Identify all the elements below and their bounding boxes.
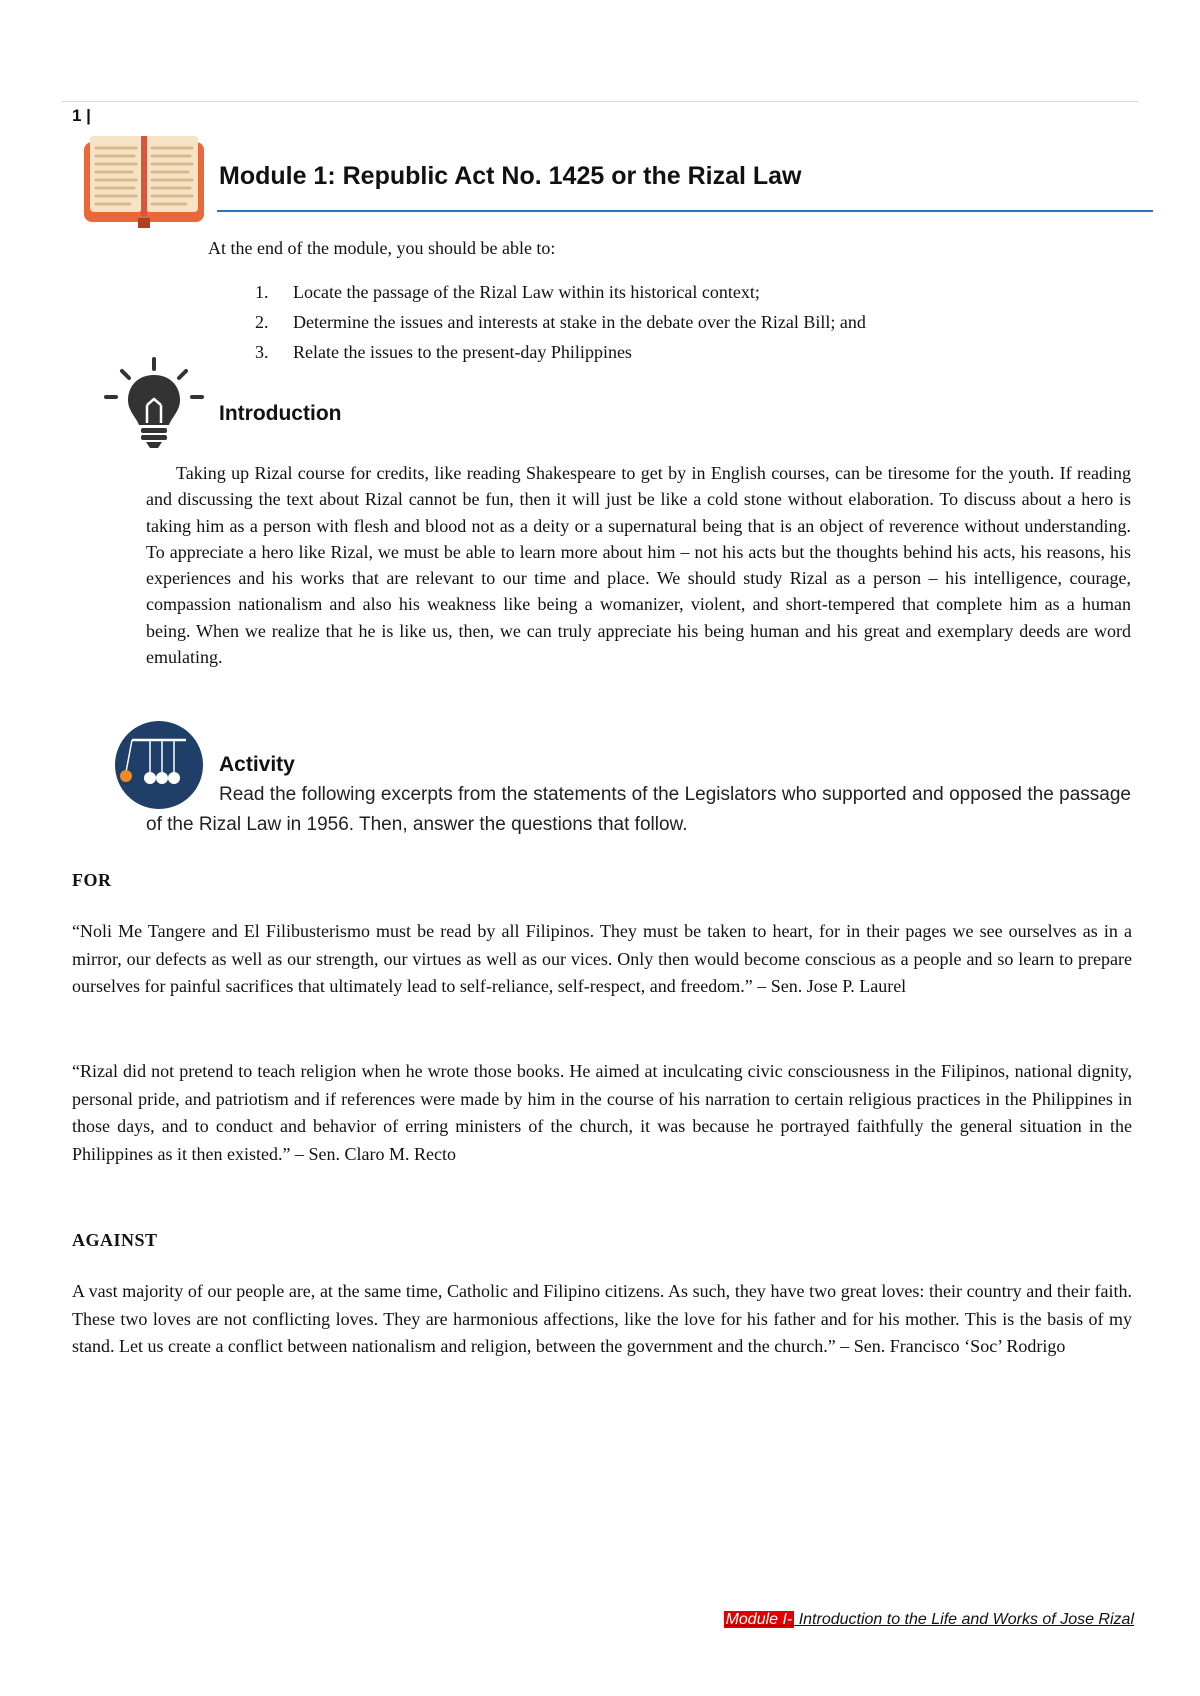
for-label: FOR: [72, 870, 112, 890]
footer-module-tag: Module I-: [725, 1611, 793, 1628]
footer-text: Introduction to the Life and Works of Jose Rizal: [794, 1611, 1134, 1628]
list-number: 1.: [255, 282, 269, 302]
footer: [724, 1611, 1134, 1629]
introduction-paragraph: Taking up Rizal course for credits, like reading Shakespeare to get by in English courses, can be tiresome for the youth. If reading and discussing the text about Rizal cannot be fun, then it will just be like a cold stone without elaboration. To discuss about a hero is taking him as a person with flesh and blood not as a deity or a supernatural being that is an object of reverence without understanding. To appreciate a hero like Rizal, we must be able to learn more about him – not his acts but the thoughts behind his acts, his reasons, his experiences and his works that are relevant to our time and place. We should study Rizal as a person – his intelligence, courage, compassion nationalism and also his weakness like being a womanizer, violent, and short-tempered that complete him as a human being. When we realize that he is like us, then, we can truly appreciate his being human and his great and exemplary deeds are word emulating.: [146, 463, 1131, 668]
introduction-heading: Introduction: [219, 402, 342, 425]
list-number: 2.: [255, 312, 269, 332]
list-text: Relate the issues to the present-day Philippines: [293, 342, 632, 362]
title-underline: [217, 210, 1153, 212]
quote-rodrigo: A vast majority of our people are, at the same time, Catholic and Filipino citizens. As such, they have two great loves: their country and their faith. These two loves are not conflicting loves. They are harmonious affections, like the love for his father and for his mother. This is the basis of my stand. Let us create a conflict between nationalism and religion, between the government and the church.” – Sen. Francisco ‘Soc’ Rodrigo: [72, 1281, 1132, 1356]
list-item: [255, 342, 866, 372]
lightbulb-icon: [104, 355, 204, 455]
header-rule: [62, 101, 1138, 102]
against-label: AGAINST: [72, 1230, 158, 1250]
list-text: Determine the issues and interests at stake in the debate over the Rizal Bill; and: [293, 312, 866, 332]
module-title: Module 1: Republic Act No. 1425 or the Rizal Law: [219, 162, 802, 190]
quote-laurel: “Noli Me Tangere and El Filibusterismo must be read by all Filipinos. They must be taken to heart, for in their pages we see ourselves as in a mirror, our defects as well as our strength, our virtues as well as our vices. Only then would become conscious as a people and so learn to prepare ourselves for painful sacrifices that ultimately lead to self-reliance, self-respect, and freedom.” – Sen. Jose P. Laurel: [72, 921, 1132, 996]
open-book-icon: [84, 134, 204, 230]
objectives-intro: At the end of the module, you should be able to:: [208, 238, 556, 258]
activity-paragraph: Read the following excerpts from the statements of the Legislators who supported and opposed the passage of the Rizal Law in 1956. Then, answer the questions that follow.: [146, 784, 1131, 835]
objectives-list: [255, 282, 866, 372]
list-item: [255, 312, 866, 342]
activity-heading: Activity: [219, 753, 295, 776]
list-item: [255, 282, 866, 312]
list-number: 3.: [255, 342, 269, 362]
page-number: 1 |: [72, 106, 91, 125]
list-text: Locate the passage of the Rizal Law within its historical context;: [293, 282, 760, 302]
quote-recto: “Rizal did not pretend to teach religion when he wrote those books. He aimed at inculcating civic consciousness in the Filipinos, national dignity, personal pride, and patriotism and if references were made by him in the course of his narration to certain religious practices in the Philippines in those days, and to conduct and behavior of erring ministers of the church, it was because he portrayed faithfully the general situation in the Philippines as it then existed.” – Sen. Claro M. Recto: [72, 1061, 1132, 1164]
